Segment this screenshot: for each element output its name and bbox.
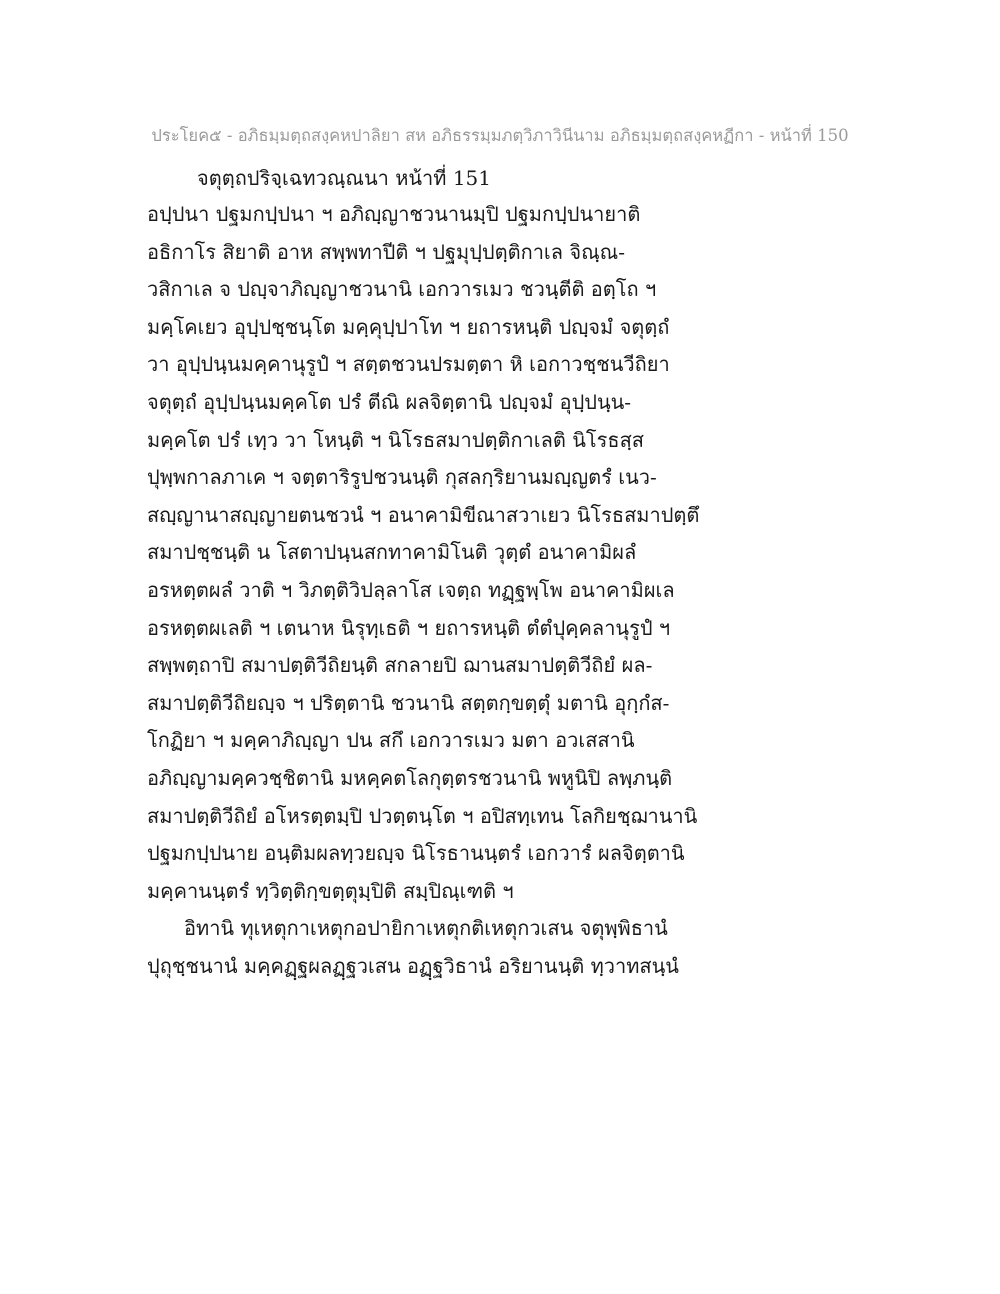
text-line: สมาปตฺติวีถิยญฺจ ฯ ปริตฺตานิ ชวนานิ สตฺตกฺขตฺตุํ มตานิ อุกฺกํส-	[147, 690, 670, 715]
paragraph-2	[147, 910, 707, 985]
text-line: สพฺพตฺถาปิ สมาปตฺติวีถิยนฺติ สกลายปิ ฌานสมาปตฺติวีถิยํ ผล-	[147, 653, 653, 678]
section-heading: จตุตฺถปริจฺเฉทวณฺณนา หน้าที่ 151	[197, 166, 492, 190]
text-line: สมาปตฺติวีถิยํ อโหรตฺตมฺปิ ปวตฺตนฺโต ฯ อปิสทฺเทน โลกิยชฺฌานานิ	[147, 803, 698, 828]
text-line: ปฐมกปฺปนาย อนฺติมผลทฺวยญฺจ นิโรธานนฺตรํ เอกวารํ ผลจิตฺตานิ	[147, 841, 685, 866]
body-text	[147, 196, 707, 985]
text-line: โกฏิยา ฯ มคฺคาภิญฺญา ปน สกึ เอกวารเมว มตา อวเสสานิ	[147, 728, 635, 753]
text-line: อรหตฺตผเลติ ฯ เตนาห นิรุทฺเธติ ฯ ยถารหนฺติ ตํตํปุคฺคลานุรูปํ ฯ	[147, 615, 671, 640]
text-line: สมาปชฺชนฺติ น โสตาปนฺนสกทาคามิโนติ วุตฺตํ อนาคามิผลํ	[147, 540, 637, 565]
text-line: อปฺปนา ปฐมกปฺปนา ฯ อภิญฺญาชวนานมฺปิ ปฐมกปฺปนายาติ	[147, 202, 641, 226]
text-line: อิทานิ ทุเหตุกาเหตุกอปายิกาเหตุกติเหตุกวเสน จตุพฺพิธานํ	[184, 916, 668, 941]
text-line: ปุพฺพกาลภาเค ฯ จตฺตาริรูปชวนนฺติ กุสลกฺริยานมญฺญตรํ เนว-	[147, 465, 657, 490]
text-line: อรหตฺตผลํ วาติ ฯ วิภตฺติวิปลฺลาโส เจตฺถ ทฏฺฐพฺโพ อนาคามิผเล	[147, 577, 675, 602]
text-line: อภิญฺญามคฺควชฺชิตานิ มหคฺคตโลกุตฺตรชวนานิ พหูนิปิ ลพฺภนฺติ	[147, 765, 673, 790]
text-line: มคฺคานนฺตรํ ทฺวิตฺติกฺขตฺตุมฺปิติ สมฺปิณฺเฑติ ฯ	[147, 878, 514, 903]
text-line: มคฺคโต ปรํ เทฺว วา โหนฺติ ฯ นิโรธสมาปตฺติกาเลติ นิโรธสฺส	[147, 427, 644, 452]
text-line: วสิกาเล จ ปญฺจาภิญฺญาชวนานิ เอกวารเมว ชวนฺตีติ อตฺโถ ฯ	[147, 277, 657, 302]
text-line: จตุตฺถํ อุปฺปนฺนมคฺคโต ปรํ ตีณิ ผลจิตฺตานิ ปญฺจมํ อุปฺปนฺน-	[147, 389, 632, 414]
text-line: วา อุปฺปนฺนมคฺคานุรูปํ ฯ สตฺตชวนปรมตฺตา หิ เอกาวชฺชนวีถิยา	[147, 352, 670, 377]
text-line: สญฺญานาสญฺญายตนชวนํ ฯ อนาคามิขีณาสวาเยว นิโรธสมาปตฺตึ	[147, 502, 700, 527]
text-line: อธิกาโร สิยาติ อาห สพฺพทาปีติ ฯ ปฐมุปฺปตฺติกาเล จิณฺณ-	[147, 239, 625, 264]
text-line: ปุถุชฺชนานํ มคฺคฏฺฐผลฏฺฐวเสน อฏฺฐวิธานํ อริยานนฺติ ทฺวาทสนฺนํ	[147, 953, 679, 978]
running-header: ประโยค๕ - อภิธมฺมตฺถสงฺคหปาลิยา สห อภิธรรมฺมภตฺวิภาวินีนาม อภิธมฺมตฺถสงฺคหฏีกา - หน้าที่ 150	[151, 126, 849, 145]
paragraph-1	[147, 196, 707, 910]
text-line: มคฺโคเยว อุปฺปชฺชนฺโต มคฺคุปฺปาโท ฯ ยถารหนฺติ ปญฺจมํ จตุตฺถํ	[147, 314, 670, 339]
